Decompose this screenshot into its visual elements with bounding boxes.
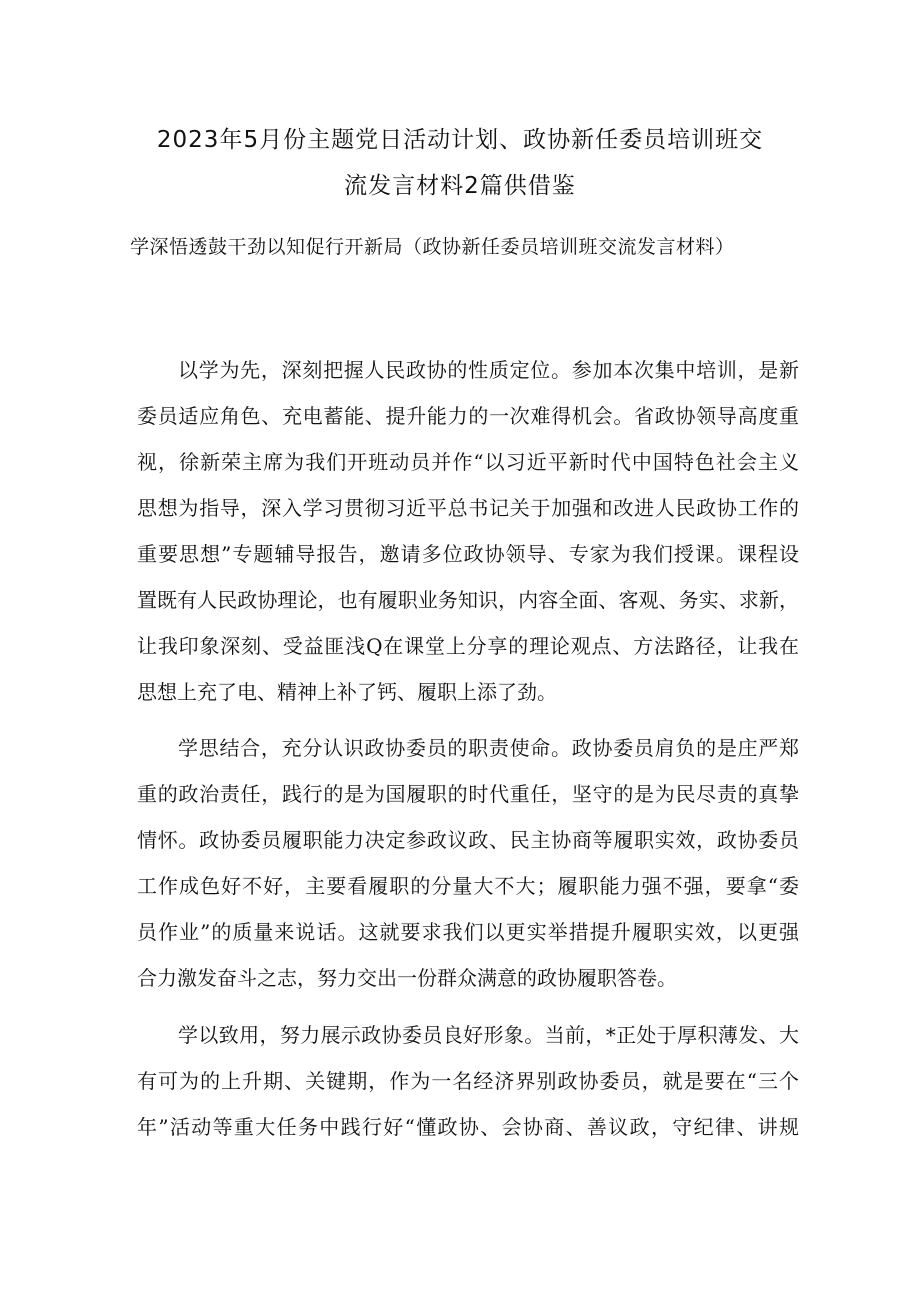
paragraph-line: 学以致用，努力展示政协委员良好形象。当前，*正处于厚积薄发、大: [178, 1023, 799, 1047]
paragraph-line: 让我印象深刻、受益匪浅Q在课堂上分享的理论观点、方法路径，让我在: [137, 634, 799, 658]
paragraph-line: 置既有人民政协理论，也有履职业务知识，内容全面、客观、务实、求新，: [137, 588, 799, 612]
paragraph-line: 工作成色好不好，主要看履职的分量大不大；履职能力强不强，要拿“委: [137, 874, 799, 898]
paragraph-line: 视，徐新荣主席为我们开班动员并作“以习近平新时代中国特色社会主义: [137, 450, 799, 474]
document-title-line-1: 2023年5月份主题党日活动计划、政协新任委员培训班交: [156, 127, 764, 153]
paragraph-line: 合力激发奋斗之志，努力交出一份群众满意的政协履职答卷。: [137, 966, 677, 990]
paragraph-line: 情怀。政协委员履职能力决定参政议政、民主协商等履职实效，政协委员: [137, 828, 799, 852]
paragraph-line: 有可为的上升期、关键期，作为一名经济界别政协委员，就是要在“三个: [137, 1069, 799, 1093]
paragraph-line: 重的政治责任，践行的是为国履职的时代重任，坚守的是为民尽责的真挚: [137, 782, 799, 806]
paragraph-line: 学思结合，充分认识政协委员的职责使命。政协委员肩负的是庄严郑: [178, 736, 799, 760]
document-subtitle: 学深悟透鼓干劲以知促行开新局（政协新任委员培训班交流发言材料）: [130, 236, 735, 258]
paragraph-line: 思想为指导，深入学习贯彻习近平总书记关于加强和改进人民政协工作的: [137, 496, 799, 520]
paragraph-line: 员作业”的质量来说话。这就要求我们以更实举措提升履职实效，以更强: [137, 920, 799, 944]
paragraph-line: 委员适应角色、充电蓄能、提升能力的一次难得机会。省政协领导高度重: [137, 404, 799, 428]
paragraph-line: 思想上充了电、精神上补了钙、履职上添了劲。: [137, 680, 557, 704]
document-title-line-2: 流发言材料2篇供借鉴: [344, 173, 576, 199]
paragraph-line: 重要思想”专题辅导报告，邀请多位政协领导、专家为我们授课。课程设: [137, 542, 799, 566]
paragraph-line: 年”活动等重大任务中践行好“懂政协、会协商、善议政，守纪律、讲规: [137, 1115, 799, 1139]
paragraph-line: 以学为先，深刻把握人民政协的性质定位。参加本次集中培训，是新: [178, 358, 799, 382]
